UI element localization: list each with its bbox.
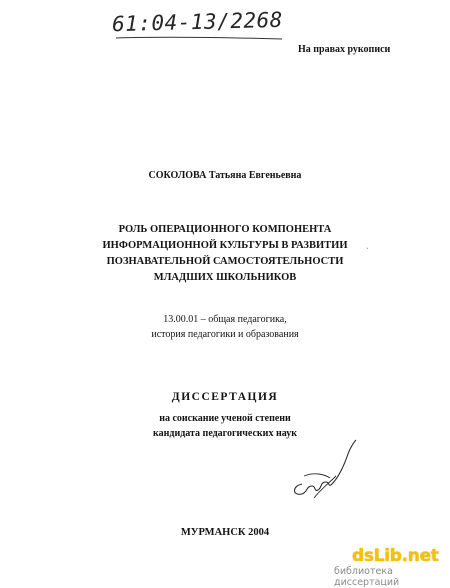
handwritten-underline [114, 35, 284, 41]
handwritten-catalog-number: 61:04-13/2268 [111, 7, 284, 37]
author-name: СОКОЛОВА Татьяна Евгеньевна [148, 170, 302, 181]
city-year: МУРМАНСК 2004 [180, 527, 270, 538]
title-line: РОЛЬ ОПЕРАЦИОННОГО КОМПОНЕНТА [118, 224, 332, 235]
title-line: МЛАДШИХ ШКОЛЬНИКОВ [153, 272, 297, 283]
rights-note: На правах рукописи [298, 44, 391, 55]
dissertation-heading: ДИССЕРТАЦИЯ [171, 391, 279, 403]
watermark-logo: dsLib.net [352, 546, 439, 566]
watermark-caption: библиотека диссертаций [334, 566, 400, 588]
margin-mark: ˎ [366, 240, 369, 249]
degree-info [0, 411, 450, 441]
degree-line: кандидата педагогических наук [153, 428, 297, 439]
degree-line: на соискание ученой степени [159, 413, 291, 424]
specialty-line: история педагогики и образования [151, 329, 299, 340]
dissertation-title [0, 222, 450, 286]
title-line: ПОЗНАВАТЕЛЬНОЙ САМОСТОЯТЕЛЬНОСТИ [106, 256, 344, 267]
specialty-line: 13.00.01 – общая педагогика, [163, 314, 287, 325]
handwritten-signature [284, 432, 364, 512]
title-line: ИНФОРМАЦИОННОЙ КУЛЬТУРЫ В РАЗВИТИИ [102, 240, 348, 251]
specialty [0, 312, 450, 342]
